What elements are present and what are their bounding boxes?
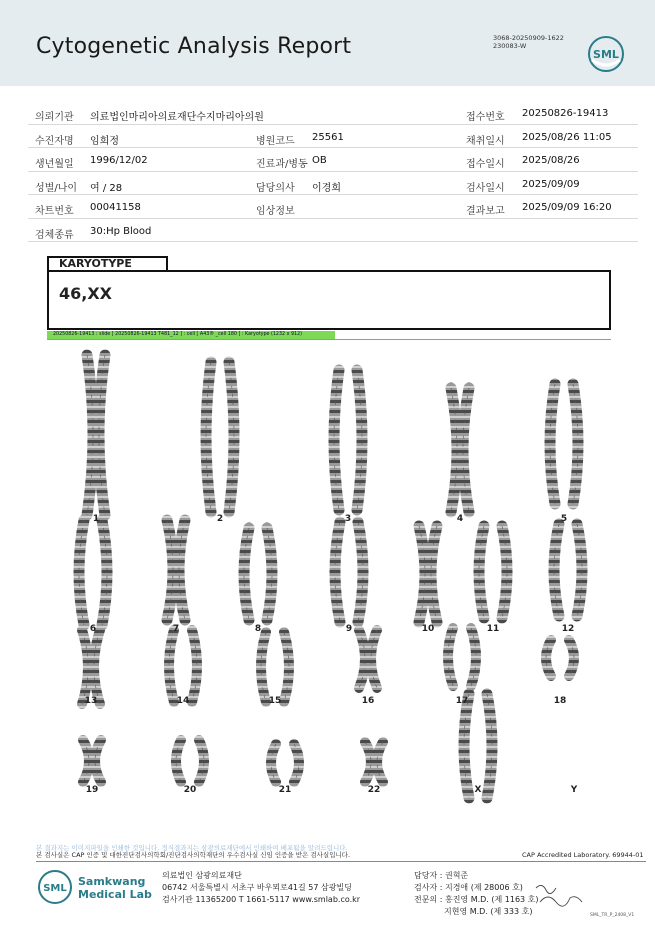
value-result-report: 2025/09/09 16:20 [522, 202, 612, 213]
chromosome-label-5: 5 [560, 514, 568, 524]
karyotype-result-box [47, 270, 611, 330]
image-caption-bar: 20250826-19413 : slide [ 20250826-19413 T481_12 ] : cell [ A43® _cell 180 ] : Karyotype (1232 x 912) [47, 331, 335, 339]
chromosome-11-2 [502, 526, 507, 618]
chromosome-14-1 [169, 630, 174, 702]
label-chart-number: 차트번호 [35, 206, 74, 217]
label-result-report: 결과보고 [466, 206, 505, 217]
label-collection-time: 채취일시 [466, 135, 505, 147]
chromosome-label-17: 17 [455, 696, 469, 706]
org-line2: 06742 서울특별시 서초구 바우뫼로41길 57 삼광빌딩 [162, 883, 352, 892]
chromosome-label-7: 7 [172, 624, 180, 634]
label-birth-date: 생년월일 [35, 159, 74, 170]
chromosome-label-20: 20 [183, 785, 197, 795]
chromosome-18-2 [569, 640, 574, 676]
chromosome-label-9: 9 [345, 624, 353, 634]
patient-info-table [28, 101, 638, 242]
karyotype-value: 46,XX [59, 284, 113, 303]
chromosome-label-x: X [474, 785, 482, 795]
chromosome-label-4: 4 [456, 514, 464, 524]
form-code: SML_TR_P_2408_V1 [590, 913, 635, 918]
value-requesting-institution: 의료법인마리아의료재단수지마리아의원 [90, 112, 264, 123]
label-physician: 담당의사 [256, 182, 295, 194]
info-row [28, 101, 638, 125]
footer-cert-note: 본 검사실은 CAP 인증 및 대한진단검사의학회/진단검사의학재단의 우수검사실 신임 인증을 받은 검사실입니다. [36, 851, 351, 859]
chromosome-7-1 [167, 520, 173, 620]
staff-line3: 전문의 : 홍진영 M.D. (제 1163 호) [414, 895, 539, 904]
label-test-time: 검사일시 [466, 182, 505, 194]
label-clinical-info: 임상정보 [256, 206, 295, 217]
staff-line1: 담당자 : 권혁준 [414, 871, 469, 880]
chromosome-label-10: 10 [421, 624, 435, 634]
value-patient-name: 임희정 [90, 135, 119, 147]
info-row [28, 172, 638, 196]
chromosome-label-19: 19 [85, 785, 99, 795]
brand-line2: Medical Lab [78, 888, 152, 901]
info-row [28, 125, 638, 149]
value-physician: 이경희 [312, 182, 341, 194]
chromosome-label-13: 13 [84, 696, 98, 706]
label-receipt-time: 접수일시 [466, 159, 505, 170]
org-line1: 의료법인 삼광의료재단 [162, 871, 242, 880]
chromosome-22-1 [365, 742, 371, 782]
info-row [28, 195, 638, 219]
chromosome-13-1 [82, 630, 88, 704]
chromosome-20-1 [176, 740, 181, 782]
label-sex-age: 성별/나이 [35, 182, 78, 194]
chromosome-9-1 [335, 522, 340, 622]
chromosome-label-1: 1 [92, 514, 100, 524]
info-row [28, 219, 638, 243]
chromosome-label-21: 21 [278, 785, 292, 795]
sml-logo [586, 34, 626, 74]
chromosome-label-11: 11 [486, 624, 500, 634]
chromosome-3-1 [334, 370, 339, 510]
chromosome-label-3: 3 [344, 514, 352, 524]
chromosome-8-1 [244, 528, 249, 620]
karyogram-image [0, 340, 655, 810]
chromosome-label-22: 22 [367, 785, 381, 795]
chromosome-label-6: 6 [89, 624, 97, 634]
report-id-line1: 3068-20250909-1622 [493, 34, 564, 42]
karyotype-label: KARYOTYPE [47, 256, 168, 270]
chromosome-11-1 [479, 526, 484, 618]
samkwang-logo [36, 868, 74, 906]
chromosome-3-2 [357, 370, 362, 510]
label-receipt-number: 접수번호 [466, 112, 505, 123]
staff-info [414, 870, 539, 918]
chromosome-7-2 [179, 520, 185, 620]
chromosome-19-2 [95, 740, 101, 782]
chromosome-label-12: 12 [561, 624, 575, 634]
footer-divider [36, 861, 646, 862]
brand-name [78, 875, 152, 901]
chromosome-12-2 [577, 524, 582, 616]
label-requesting-institution: 의뢰기관 [35, 112, 74, 123]
chromosome-14-2 [192, 630, 197, 702]
chromosome-label-14: 14 [176, 696, 190, 706]
chromosome-22-2 [377, 742, 383, 782]
chromosome-13-2 [94, 630, 100, 704]
chromosome-label-8: 8 [254, 624, 262, 634]
value-department: OB [312, 155, 327, 166]
sml-logo-text: SML [593, 48, 619, 61]
value-chart-number: 00041158 [90, 202, 141, 213]
cap-accreditation: CAP Accredited Laboratory. 69944-01 [522, 851, 644, 859]
chromosome-label-15: 15 [268, 696, 282, 706]
value-test-time: 2025/09/09 [522, 178, 580, 190]
chromosome-2-1 [206, 362, 211, 512]
label-specimen-type: 검체종류 [35, 229, 74, 241]
report-title: Cytogenetic Analysis Report [36, 34, 352, 59]
brand-line1: Samkwang [78, 875, 146, 888]
label-patient-name: 수진자명 [35, 135, 74, 147]
staff-line2: 검사자 : 지경애 (제 28006 호) [414, 883, 523, 892]
organization-info [162, 870, 360, 906]
signature [532, 880, 592, 910]
staff-line4: 지현영 M.D. (제 333 호) [444, 907, 533, 916]
value-birth-date: 1996/12/02 [90, 155, 148, 166]
label-department: 진료과/병동 [256, 159, 308, 170]
chromosome-12-1 [554, 524, 559, 616]
label-hospital-code: 병원코드 [256, 135, 295, 147]
info-row [28, 148, 638, 172]
chromosome-label-18: 18 [553, 696, 567, 706]
chromosome-label-16: 16 [361, 696, 375, 706]
value-hospital-code: 25561 [312, 131, 344, 143]
value-receipt-time: 2025/08/26 [522, 155, 580, 166]
samkwang-logo-text: SML [43, 883, 67, 894]
org-line3: 검사기관 11365200 T 1661-5117 www.smlab.co.kr [162, 895, 361, 904]
value-sex-age: 여 / 28 [90, 182, 123, 194]
chromosome-9-2 [358, 522, 363, 622]
chromosome-20-2 [199, 740, 204, 782]
chromosome-8-2 [267, 528, 272, 620]
chromosome-18-1 [546, 640, 551, 676]
report-id [493, 34, 564, 50]
footer-faded-note: 본 결과지는 이미지파일을 인쇄한 것입니다. 정식결과지는 삼광의료재단에서 인쇄하여 배포됨을 알려드립니다. [36, 844, 348, 852]
chromosome-19-1 [83, 740, 89, 782]
chromosome-label-y: Y [570, 785, 578, 795]
value-receipt-number: 20250826-19413 [522, 108, 609, 119]
value-collection-time: 2025/08/26 11:05 [522, 131, 612, 143]
chromosome-label-2: 2 [216, 514, 224, 524]
report-id-line2: 230083-W [493, 42, 527, 50]
chromosome-2-2 [229, 362, 234, 512]
value-specimen-type: 30:Hp Blood [90, 225, 152, 237]
chromosome-group [79, 355, 582, 798]
